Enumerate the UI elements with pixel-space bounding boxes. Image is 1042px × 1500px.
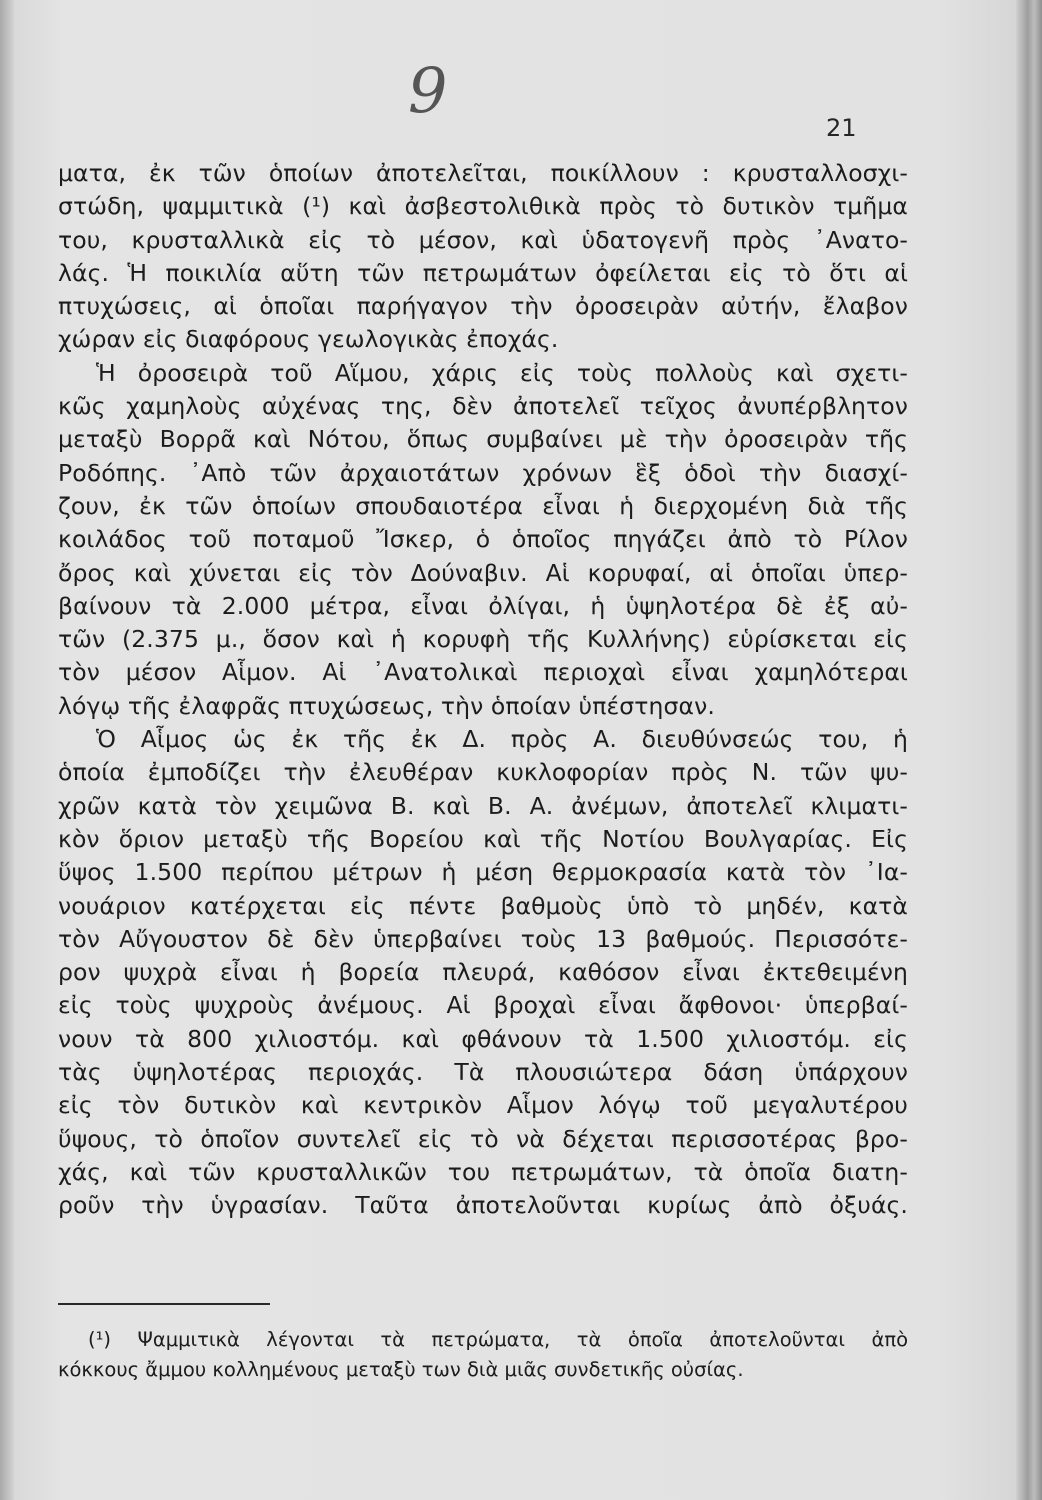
text-line: τὸν Αὔγουστον δὲ δὲν ὑπερβαίνει τοὺς 13 βαθμούς. Περισσότε- bbox=[58, 924, 908, 953]
text-line: εἰς τοὺς ψυχροὺς ἀνέμους. Αἱ βροχαὶ εἶναι ἄφθονοι· ὑπερβαί- bbox=[58, 991, 908, 1020]
text-line: ὕψους, τὸ ὁποῖον συντελεῖ εἰς τὸ νὰ δέχεται περισσοτέρας βρο- bbox=[58, 1124, 908, 1153]
text-line: χάς, καὶ τῶν κρυσταλλικῶν του πετρωμάτων, τὰ ὁποῖα διατη- bbox=[58, 1157, 908, 1186]
text-line: μεταξὺ Βορρᾶ καὶ Νότου, ὅπως συμβαίνει μὲ τὴν ὀροσειρὰν τῆς bbox=[58, 425, 908, 454]
text-line: τὰς ὑψηλοτέρας περιοχάς. Τὰ πλουσιώτερα δάση ὑπάρχουν bbox=[58, 1058, 908, 1087]
paragraph-2 bbox=[58, 357, 908, 723]
paragraph-1 bbox=[58, 157, 908, 357]
text-line: ὕψος 1.500 περίπου μέτρων ἡ μέση θερμοκρασία κατὰ τὸν ᾿Ια- bbox=[58, 858, 908, 887]
text-line: Ἡ ὀροσειρὰ τοῦ Αἵμου, χάρις εἰς τοὺς πολλοὺς καὶ σχετι- bbox=[96, 358, 908, 387]
footnote bbox=[58, 1325, 908, 1385]
text-line: ὁποία ἐμποδίζει τὴν ἐλευθέραν κυκλοφορίαν πρὸς Ν. τῶν ψυ- bbox=[58, 758, 908, 787]
text-line: ματα, ἐκ τῶν ὁποίων ἀποτελεῖται, ποικίλλουν : κρυσταλλοσχι- bbox=[58, 159, 908, 187]
text-line: λόγῳ τῆς ἐλαφρᾶς πτυχώσεως, τὴν ὁποίαν ὑπέστησαν. bbox=[58, 691, 715, 720]
paragraph-3 bbox=[58, 723, 908, 1222]
text-line: Ὁ Αἷμος ὡς ἐκ τῆς ἐκ Δ. πρὸς Α. διευθύνσεώς του, ἡ bbox=[96, 725, 908, 754]
text-line: στώδη, ψαμμιτικὰ (¹) καὶ ἀσβεστολιθικὰ πρὸς τὸ δυτικὸν τμῆμα bbox=[58, 192, 908, 221]
text-line: τῶν (2.375 μ., ὅσον καὶ ἡ κορυφὴ τῆς Κυλλήνης) εὑρίσκεται εἰς bbox=[58, 625, 908, 654]
text-line: ὄρος καὶ χύνεται εἰς τὸν Δούναβιν. Αἱ κορυφαί, αἱ ὁποῖαι ὑπερ- bbox=[58, 558, 908, 587]
binding-shadow bbox=[0, 0, 14, 1500]
text-line: χρῶν κατὰ τὸν χειμῶνα Β. καὶ Β. Α. ἀνέμων, ἀποτελεῖ κλιματι- bbox=[58, 791, 908, 820]
text-line: βαίνουν τὰ 2.000 μέτρα, εἶναι ὀλίγαι, ἡ ὑψηλοτέρα δὲ ἐξ αὐ- bbox=[58, 591, 908, 620]
footnote-divider bbox=[58, 1303, 270, 1305]
body-text bbox=[58, 157, 908, 1223]
text-line: κοιλάδος τοῦ ποταμοῦ Ἴσκερ, ὁ ὁποῖος πηγάζει ἀπὸ τὸ Ρίλον bbox=[58, 525, 908, 554]
text-line: νουν τὰ 800 χιλιοστόμ. καὶ φθάνουν τὰ 1.500 χιλιοστόμ. εἰς bbox=[58, 1024, 908, 1053]
footnote-line: κόκκους ἄμμου κολλημένους μεταξὺ των διὰ μιᾶς συνδετικῆς οὐσίας. bbox=[58, 1358, 744, 1381]
text-line: πτυχώσεις, αἱ ὁποῖαι παρήγαγον τὴν ὀροσειρὰν αὐτήν, ἔλαβον bbox=[58, 292, 908, 321]
text-line: ρον ψυχρὰ εἶναι ἡ βορεία πλευρά, καθόσον εἶναι ἐκτεθειμένη bbox=[58, 958, 908, 987]
text-line: νουάριον κατέρχεται εἰς πέντε βαθμοὺς ὑπὸ τὸ μηδέν, κατὰ bbox=[58, 891, 908, 920]
text-line: του, κρυσταλλικὰ εἰς τὸ μέσον, καὶ ὑδατογενῆ πρὸς ᾿Ανατο- bbox=[58, 225, 908, 254]
text-line: ζουν, ἐκ τῶν ὁποίων σπουδαιοτέρα εἶναι ἡ διερχομένη διὰ τῆς bbox=[58, 491, 908, 520]
text-line: χώραν εἰς διαφόρους γεωλογικὰς ἐποχάς. bbox=[58, 325, 559, 354]
text-line: κῶς χαμηλοὺς αὐχένας της, δὲν ἀποτελεῖ τεῖχος ἀνυπέρβλητον bbox=[58, 392, 908, 421]
text-line: ροῦν τὴν ὑγρασίαν. Ταῦτα ἀποτελοῦνται κυρίως ἀπὸ ὀξυάς. bbox=[58, 1191, 908, 1220]
text-line: Ροδόπης. ᾿Απὸ τῶν ἀρχαιοτάτων χρόνων ἓξ ὁδοὶ τὴν διασχί- bbox=[58, 458, 908, 487]
text-line: τὸν μέσον Αἷμον. Αἱ ᾿Ανατολικαὶ περιοχαὶ εἶναι χαμηλότεραι bbox=[58, 658, 908, 687]
text-line: κὸν ὅριον μεταξὺ τῆς Βορείου καὶ τῆς Νοτίου Βουλγαρίας. Εἰς bbox=[58, 824, 908, 853]
footnote-line: (¹) Ψαμμιτικὰ λέγονται τὰ πετρώματα, τὰ ὁποῖα ἀποτελοῦνται ἀπὸ bbox=[88, 1328, 908, 1351]
handwritten-mark: 9 bbox=[408, 54, 448, 127]
page-edge bbox=[1016, 0, 1042, 1500]
text-line: λάς. Ἡ ποικιλία αὕτη τῶν πετρωμάτων ὀφείλεται εἰς τὸ ὅτι αἱ bbox=[58, 258, 908, 287]
text-line: εἰς τὸν δυτικὸν καὶ κεντρικὸν Αἷμον λόγῳ τοῦ μεγαλυτέρου bbox=[58, 1091, 908, 1120]
page-number: 21 bbox=[826, 114, 857, 142]
